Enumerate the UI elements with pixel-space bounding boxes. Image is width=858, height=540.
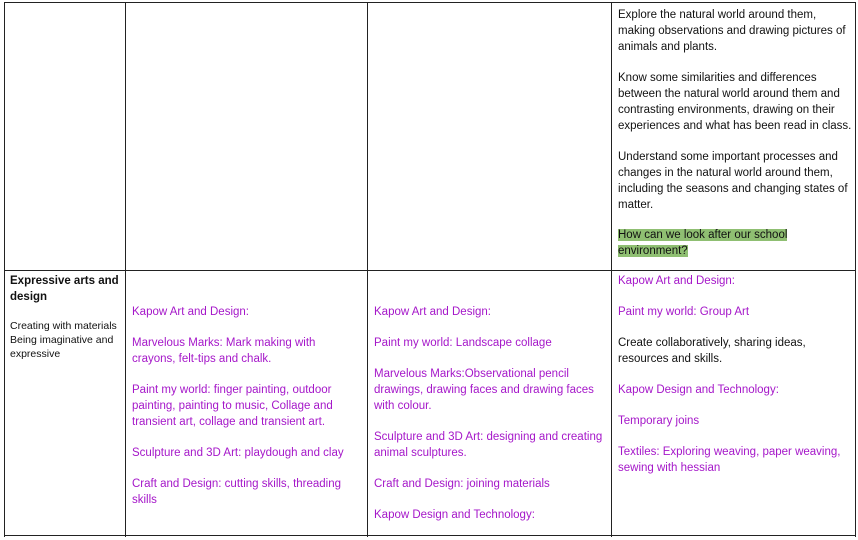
activity-item: Kapow Design and Technology: <box>374 509 535 521</box>
table-border-top <box>4 2 856 3</box>
activity-item: Create collaboratively, sharing ideas, resources and skills. <box>618 337 806 365</box>
activity-item: Kapow Art and Design: <box>618 275 735 287</box>
highlighted-question: How can we look after our school environment? <box>618 229 788 257</box>
activity-item: Marvelous Marks:Observational pencil drawings, drawing faces and drawing faces with colour. <box>374 368 594 412</box>
area-of-learning-cell <box>10 273 122 361</box>
activity-item: Temporary joins <box>618 415 700 427</box>
activity-item: Sculpture and 3D Art: playdough and clay <box>132 447 344 459</box>
activity-item: Marvelous Marks: Mark making with crayons, felt-tips and chalk. <box>132 337 316 365</box>
art-design-cell-2 <box>374 304 608 523</box>
natural-world-paragraph: Understand some important processes and changes in the natural world around them, including the seasons and changing states of matter. <box>618 151 848 211</box>
activity-item: Paint my world: Group Art <box>618 306 750 318</box>
activity-item: Kapow Art and Design: <box>374 306 491 318</box>
area-title: Expressive arts and design <box>10 275 119 303</box>
area-subheading: Being imaginative and expressive <box>10 334 114 360</box>
natural-world-paragraph: Know some similarities and differences between the natural world around them and contrasting environments, drawing on their experiences and what has been read in class. <box>618 72 852 132</box>
art-design-cell-3 <box>618 273 852 476</box>
activity-item: Sculpture and 3D Art: designing and creating animal sculptures. <box>374 431 603 459</box>
activity-item: Paint my world: finger painting, outdoor painting, painting to music, Collage and transient art, collage and transient art. <box>132 384 333 428</box>
activity-item: Craft and Design: cutting skills, threading skills <box>132 478 342 506</box>
natural-world-cell <box>618 7 852 259</box>
art-design-cell-1 <box>132 304 362 508</box>
natural-world-paragraph: Explore the natural world around them, making observations and drawing pictures of animals and plants. <box>618 9 846 53</box>
activity-item: Kapow Art and Design: <box>132 306 249 318</box>
activity-item: Textiles: Exploring weaving, paper weaving, sewing with hessian <box>618 446 841 474</box>
activity-item: Craft and Design: joining materials <box>374 478 550 490</box>
activity-item: Paint my world: Landscape collage <box>374 337 552 349</box>
area-subheadings <box>10 319 122 361</box>
activity-item: Kapow Design and Technology: <box>618 384 779 396</box>
row-divider <box>4 270 856 271</box>
table-border-bottom <box>4 535 856 536</box>
area-subheading: Creating with materials <box>10 320 117 332</box>
